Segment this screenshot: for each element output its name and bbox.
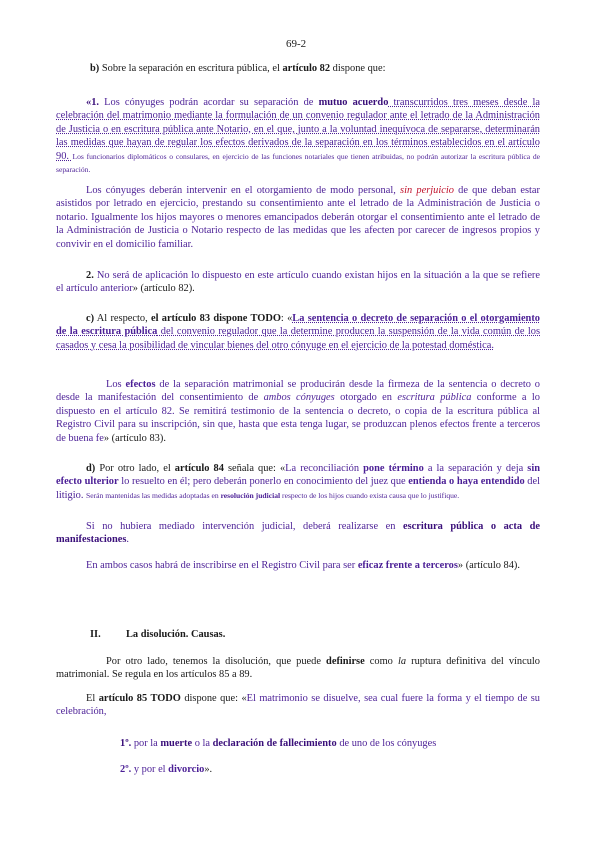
section-d-paragraph bbox=[56, 462, 540, 502]
dissolution-p1-bold: definirse bbox=[326, 656, 365, 667]
art82-p1-text: Los cónyuges podrán acordar su separación de bbox=[99, 97, 319, 108]
art84-bold-2: sin efecto ulterior bbox=[56, 463, 540, 488]
section-c-paragraph bbox=[56, 312, 540, 352]
art84-small-1: Serán mantenidas las medidas adoptadas en bbox=[86, 490, 221, 500]
section-c-bold-quote: La sentencia o decreto de separación o el otorgamiento de la escritura pública bbox=[56, 313, 540, 338]
section-c-text: Al respecto, bbox=[94, 313, 151, 324]
art85-item-1-text-2: o la bbox=[192, 738, 213, 749]
section-b-text: Sobre la separación en escritura pública, el bbox=[99, 63, 283, 74]
art84-p2-bold: escritura pública o acta de manifestaciones bbox=[56, 521, 541, 546]
art82-p3-close: » (artículo 82). bbox=[132, 283, 195, 295]
art83-p2-text-2: de la separación matrimonial se producirán desde la firmeza de la sentencia o decreto o desde la manifestación del consentimiento de bbox=[56, 379, 541, 404]
art84-text-4: del litigio. bbox=[56, 476, 541, 501]
art82-paragraph-2 bbox=[56, 184, 540, 251]
section-c-bold: el artículo 83 dispone TODO bbox=[150, 313, 281, 324]
art85-item-1-number: 1º. bbox=[120, 738, 132, 749]
art84-bold-3: entienda o haya entendido bbox=[408, 476, 525, 488]
art84-text-3: lo resuelto en él; pero deberán ponerlo en conocimiento del juez que bbox=[118, 476, 409, 488]
section-b-article: artículo 82 bbox=[282, 63, 331, 74]
art82-p3-text: No será de aplicación lo dispuesto en este artículo cuando existan hijos en la situación a la que se refiere el artículo anterior bbox=[56, 270, 540, 295]
art83-p2-text-4: conforme a lo dispuesto en el artículo 82. Se remitirá testimonio de la sentencia o decreto, o copia de la escritura pública al Registro Civil para su inscripción, sin que, hasta que esta tenga lugar, se produzcan plenos efectos frente a terceros de buena fe bbox=[56, 392, 540, 444]
art82-p3-number: 2. bbox=[86, 270, 94, 281]
section-b-heading bbox=[56, 62, 540, 75]
section-b-text-end: dispone que: bbox=[330, 63, 386, 74]
section-d-letter: d) bbox=[86, 463, 96, 474]
section-ii-title: La disolución. Causas. bbox=[126, 629, 226, 640]
section-ii-heading bbox=[56, 628, 540, 641]
page-number: 69-2 bbox=[286, 38, 307, 50]
art82-p2-text-cont: de que deban estar asistidos por letrado en ejercicio, prestando su consentimiento ante el letrado de la Administración de Justicia o notario. Igualmente los hijos mayores o menores emancipados deberán otorgar el consentimiento ante el letrado de la Administración de Justicia o Notario respecto de las medidas que les afecten por carecer de ingresos propios y convivir en el domicilio familiar. bbox=[56, 185, 540, 250]
art83-p2-text: Los bbox=[106, 379, 126, 390]
art84-bold-1: pone término bbox=[363, 463, 424, 474]
art82-paragraph-3 bbox=[56, 269, 540, 296]
section-c-letter: c) bbox=[86, 313, 95, 324]
art85-item-2 bbox=[120, 763, 540, 776]
art85-item-1 bbox=[120, 737, 540, 750]
section-ii-numeral: II. bbox=[90, 629, 101, 640]
art85-item-1-bold-2: declaración de fallecimiento bbox=[212, 738, 337, 749]
art82-p1-number: «1. bbox=[86, 97, 99, 108]
art84-paragraph-2 bbox=[56, 520, 540, 547]
section-c-text-2: : « bbox=[280, 313, 293, 324]
art85-item-1-text-3: de uno de los cónyuges bbox=[336, 738, 437, 749]
art83-p2-italic-2: escritura pública bbox=[397, 392, 472, 404]
art85-item-2-text: y por el bbox=[131, 764, 169, 775]
art85-item-2-bold: divorcio bbox=[168, 764, 205, 775]
art84-p3-bold: eficaz frente a terceros bbox=[357, 560, 458, 571]
art85-item-1-text: por la bbox=[131, 738, 161, 749]
art84-paragraph-3 bbox=[56, 559, 540, 572]
art85-item-2-number: 2º. bbox=[120, 764, 132, 775]
section-d-bold: artículo 84 bbox=[174, 463, 224, 474]
dissolution-paragraph-1 bbox=[56, 655, 540, 682]
art84-small-bold: resolución judicial bbox=[220, 490, 281, 500]
art83-paragraph-2 bbox=[56, 378, 540, 445]
dissolution-p2-bold: artículo 85 TODO bbox=[98, 693, 181, 704]
art85-quote: El matrimonio se disuelve, sea cual fuere la forma y el tiempo de su celebración, bbox=[56, 693, 540, 718]
art82-p2-text: Los cónyuges deberán intervenir en el otorgamiento de modo personal, bbox=[86, 185, 401, 196]
art83-p2-close: » (artículo 83). bbox=[103, 432, 166, 444]
art82-p1-small: Los funcionarios diplomáticos o consulares, en ejercicio de las funciones notariales que tienen atribuidas, no podrán autorizar la escritura pública de separación. bbox=[56, 151, 541, 175]
art83-p2-italic-1: ambos cónyuges bbox=[263, 392, 335, 404]
art84-p3-close: » (artículo 84). bbox=[457, 560, 520, 571]
art84-p2-text: Si no hubiera mediado intervención judicial, deberá realizarse en bbox=[86, 521, 403, 532]
art84-text-2: a la separación y deja bbox=[423, 463, 528, 474]
dissolution-p1-text-2: como bbox=[364, 656, 398, 667]
art83-p2-bold: efectos bbox=[125, 379, 156, 390]
art84-p2-end: . bbox=[126, 534, 130, 546]
art84-text-1: La reconciliación bbox=[285, 463, 364, 474]
art82-p2-red: sin perjuicio bbox=[400, 185, 454, 196]
dissolution-p1-text-3: ruptura definitiva del vínculo matrimonial. Se regula en los artículos 85 a 89. bbox=[56, 656, 541, 681]
section-c-text-3: del convenio regulador que la determine producen la suspensión de la vida común de los casados y cesa la posibilidad de vincular bienes del otro cónyuge en el ejercicio de la potestad doméstica. bbox=[56, 326, 540, 351]
dissolution-p1-text: Por otro lado, tenemos la disolución, que puede bbox=[106, 656, 327, 667]
section-d-text: Por otro lado, el bbox=[95, 463, 175, 474]
art85-item-2-close: ». bbox=[204, 764, 213, 775]
dissolution-p2-text: El bbox=[86, 693, 99, 704]
art82-p1-text-cont: transcurridos tres meses desde la celebración del matrimonio mediante la formulación de un convenio regulador ante el letrado de la Administración de Justicia o en escritura pública ante Notario, en el que, junto a la voluntad inequívoca de separarse, determinarán las medidas que hayan de regular los efectos derivados de la separación en los términos establecidos en el artículo 90. bbox=[56, 97, 540, 162]
art83-p2-text-3: otorgado en bbox=[334, 392, 398, 404]
dissolution-p2-text-2: dispone que: « bbox=[180, 693, 247, 704]
section-b-letter: b) bbox=[90, 63, 100, 74]
art84-p3-text: En ambos casos habrá de inscribirse en el Registro Civil para ser bbox=[86, 560, 358, 571]
art85-item-1-bold-1: muerte bbox=[160, 738, 193, 749]
section-d-text-2: señala que: « bbox=[223, 463, 286, 474]
art82-paragraph-1 bbox=[56, 96, 540, 176]
art84-small-2: respecto de los hijos cuando exista causa que lo justifique. bbox=[280, 490, 460, 500]
dissolution-p1-italic: la bbox=[397, 656, 407, 667]
art82-p1-bold: mutuo acuerdo bbox=[318, 97, 389, 108]
dissolution-paragraph-2 bbox=[56, 692, 540, 719]
